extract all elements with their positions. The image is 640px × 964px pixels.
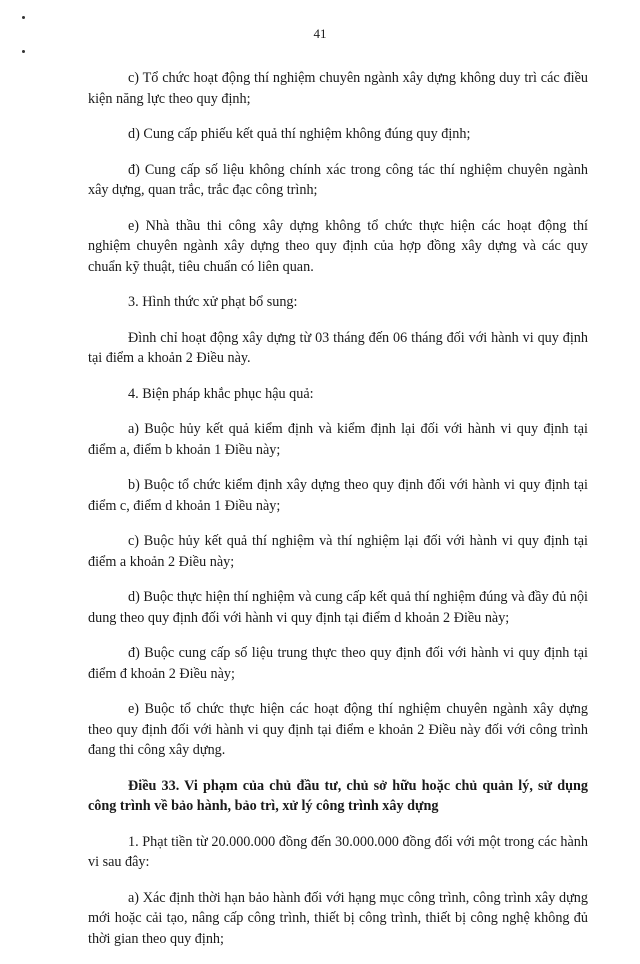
- paragraph: c) Buộc hủy kết quả thí nghiệm và thí nghiệm lại đối với hành vi quy định tại điểm a khoản 2 Điều này;: [88, 533, 588, 570]
- paragraph: đ) Cung cấp số liệu không chính xác trong công tác thí nghiệm chuyên ngành xây dựng, quan trắc, trắc đạc công trình;: [88, 161, 588, 198]
- paragraph: c) Tổ chức hoạt động thí nghiệm chuyên ngành xây dựng không duy trì các điều kiện năng lực theo quy định;: [88, 70, 588, 107]
- paragraph: 1. Phạt tiền từ 20.000.000 đồng đến 30.000.000 đồng đối với một trong các hành vi sau đây:: [88, 833, 588, 870]
- paragraph: Đình chỉ hoạt động xây dựng từ 03 tháng đến 06 tháng đối với hành vi quy định tại điểm a khoản 2 Điều này.: [88, 329, 588, 366]
- page-number: 41: [313, 26, 327, 41]
- paragraph: d) Cung cấp phiếu kết quả thí nghiệm không đúng quy định;: [128, 126, 471, 142]
- paragraph: b) Buộc tổ chức kiểm định xây dựng theo quy định đối với hành vi quy định tại điểm c, điểm d khoản 1 Điều này;: [88, 477, 588, 514]
- margin-mark: [22, 50, 25, 53]
- margin-mark: [22, 16, 25, 19]
- paragraph: d) Buộc thực hiện thí nghiệm và cung cấp kết quả thí nghiệm đúng và đầy đủ nội dung theo quy định đối với hành vi quy định tại điểm d khoản 2 Điều này;: [88, 589, 588, 626]
- paragraph: e) Nhà thầu thi công xây dựng không tổ chức thực hiện các hoạt động thí nghiệm chuyên ngành xây dựng theo quy định của hợp đồng xây dựng và các quy chuẩn kỹ thuật, tiêu chuẩn có liên quan.: [88, 217, 588, 275]
- paragraph: e) Buộc tổ chức thực hiện các hoạt động thí nghiệm chuyên ngành xây dựng theo quy định đối với hành vi quy định tại điểm e khoản 2 Điều này đối với công trình đang thi công xây dựng.: [88, 701, 588, 758]
- section-heading: 4. Biện pháp khắc phục hậu quả:: [128, 385, 314, 402]
- paragraph: a) Buộc hủy kết quả kiểm định và kiểm định lại đối với hành vi quy định tại điểm a, điểm b khoản 1 Điều này;: [88, 421, 588, 458]
- section-heading: 3. Hình thức xử phạt bổ sung:: [128, 294, 298, 310]
- paragraph: đ) Buộc cung cấp số liệu trung thực theo quy định đối với hành vi quy định tại điểm đ khoản 2 Điều này;: [88, 645, 588, 682]
- paragraph: a) Xác định thời hạn bảo hành đối với hạng mục công trình, công trình xây dựng mới hoặc cải tạo, nâng cấp công trình, thiết bị công trình, thiết bị công nghệ không đủ thời gian theo quy định;: [88, 889, 588, 947]
- document-body: [88, 68, 588, 964]
- article-heading: Điều 33. Vi phạm của chủ đầu tư, chủ sở hữu hoặc chủ quản lý, sử dụng công trình về bảo hành, bảo trì, xử lý công trình xây dựng: [88, 777, 588, 814]
